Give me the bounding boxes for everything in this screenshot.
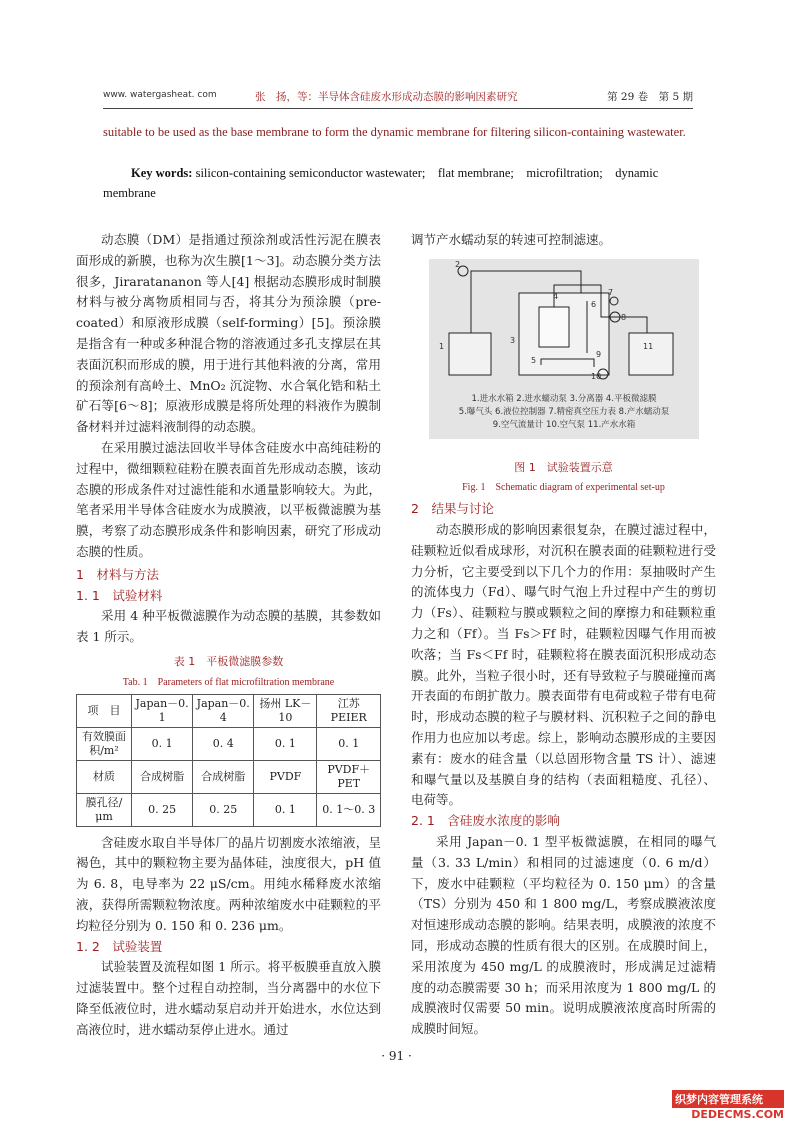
- figure-label: 2: [455, 259, 461, 269]
- figure-label: 1: [439, 341, 445, 351]
- left-column: [76, 230, 381, 1041]
- table-cell: 0. 25: [132, 793, 193, 826]
- header-rule: [103, 108, 693, 109]
- intro-paragraph-2: 在采用膜过滤法回收半导体含硅废水中高纯硅粉的过程中，微细颗粒硅粉在膜表面首先形成动态膜，该动态膜的形成条件对过滤性能和水通量影响较大。为此，笔者采用半导体含硅废水为成膜液，以平板微滤膜为基膜，考察了动态膜形成条件和影响因素，研究了形成动态膜的性质。: [76, 439, 381, 559]
- apparatus-schematic: [411, 251, 716, 451]
- watermark-line-2: DEDECMS.COM: [691, 1108, 784, 1121]
- table-1-caption-en: Tab. 1 Parameters of flat microfiltration membrane: [122, 676, 335, 688]
- table-header-cell: 扬州 LK－10: [254, 694, 317, 727]
- table-cell: 0. 1: [254, 727, 317, 760]
- table-cell: 0. 1: [132, 727, 193, 760]
- feed-tank: [449, 333, 491, 375]
- intro-paragraph-1: 动态膜（DM）是指通过预涂剂或活性污泥在膜表面形成的新膜，也称为次生膜[1～3]。动态膜分类方法很多，Jiraratananon 等人[4] 根据动态膜形成时制膜材料与被分离物质相同与否，将其分为预涂膜（pre-coated）和原液形成膜（self-forming）[5]。预涂膜是指含有一种或多种混合物的溶液通过多孔支撑层在其表面沉积而形成的膜，用于进行其他料液的分离，常用的预涂剂有高岭土、MnO₂ 沉淀物、水合氧化锆和粘土矿石等[6～8]；原液形成膜是将所处理的料液作为膜制备材料并过滤料液制得的动态膜。: [76, 232, 381, 435]
- table-cell: 合成树脂: [193, 760, 254, 793]
- section-1-2-heading: 1. 2 试验装置: [76, 938, 163, 954]
- figure-label: 6: [591, 299, 597, 309]
- wastewater-paragraph: 含硅废水取自半导体厂的晶片切割废水浓缩液，呈褐色，其中的颗粒物主要为晶体硅，浊度很大，pH 值为 6. 8，电导率为 22 μS/cm。用纯水稀释废水浓缩液，获得所需颗粒物浓度。两种浓缩废水中硅颗粒的平均粒径分别为 0. 150 和 0. 236 μm。: [76, 834, 381, 933]
- watermark-logo: [672, 1090, 784, 1121]
- figure-label: 11: [643, 341, 654, 351]
- section-2-1-heading: 2. 1 含硅废水浓度的影响: [411, 813, 560, 829]
- table-cell: 材质: [77, 760, 132, 793]
- volume-issue: 第 29 卷 第 5 期: [607, 91, 693, 103]
- watermark-line-1: 织梦内容管理系统: [672, 1090, 784, 1108]
- abstract-tail: suitable to be used as the base membrane to form the dynamic membrane for filtering silicon-containing wastewater.: [103, 125, 686, 139]
- continuation-line: 调节产水蠕动泵的转速可控制滤速。: [411, 232, 612, 247]
- results-paragraph-1: 动态膜形成的影响因素很复杂，在膜过滤过程中，硅颗粒近似看成球形，对沉积在膜表面的硅颗粒进行受力分析，它主要受到以下几个力的作用：泵抽吸时产生的流体曳力（Fd）、曝气时气泡上升过程中产生的剪切力（Fs）、硅颗粒与膜或颗粒之间的摩擦力和硅颗粒重力之和（Ff）。当 Fs＞Ff 时，硅颗粒因曝气作用而被吹落；当 Fs＜Ff 时，硅颗粒将在膜表面沉积形成动态膜。此外，当粒子很小时，还有导致粒子与膜碰撞而离开表面的布朗扩散力。膜表面带有电荷或粒子带有电荷时，形成动态膜的粒子与膜材料、沉积粒子之间的静电作用力也应加以考虑。综上，影响动态膜形成的主要因素有：废水的硅含量（以总固形物含量 TS 计）、滤速和曝气量以及基膜自身的结构（表面粗糙度、孔径）、电荷等。: [411, 521, 716, 808]
- section-1-1-heading: 1. 1 试验材料: [76, 587, 163, 603]
- apparatus-paragraph: 试验装置及流程如图 1 所示。将平板膜垂直放入膜过滤装置中。整个过程自动控制，当分离器中的水位下降至低液位时，进水蠕动泵启动并开始进水，水位达到高液位时，进水蠕动泵停止进水。通过: [76, 959, 381, 1037]
- flat-membrane: [539, 307, 569, 347]
- keywords-label: Key words:: [131, 166, 193, 180]
- table-header-row: [77, 694, 381, 727]
- results-paragraph-2: 采用 Japan－0. 1 型平板微滤膜，在相同的曝气量（3. 33 L/min）和相同的过滤速度（0. 6 m/d）下，废水中硅颗粒（平均粒径为 0. 150 μm）的含量（TS）分别为 450 和 1 800 mg/L，考察成膜液浓度对恒速形成动态膜的影响。结果表明，成膜液的浓度不同，形成动态膜的性质有很大的区别。在成膜时间上，采用浓度为 450 mg/L 的成膜液时，形成满足过滤精度的动态膜需要 30 h；而采用浓度为 1 800 mg/L 的成膜液时仅需要 50 min。说明成膜液浓度高时所需的成膜时间短。: [411, 833, 716, 1037]
- table-cell: 0. 1～0. 3: [317, 793, 381, 826]
- figure-label: 3: [510, 335, 516, 345]
- table-cell: 膜孔径/μm: [77, 793, 132, 826]
- table-cell: 合成树脂: [132, 760, 193, 793]
- table-header-cell: 江苏 PEIER: [317, 694, 381, 727]
- product-tank: [629, 333, 673, 375]
- table-header-cell: Japan－0. 4: [193, 694, 254, 727]
- table-cell: 0. 1: [254, 793, 317, 826]
- running-header: [103, 88, 693, 106]
- figure-label: 5: [531, 355, 537, 365]
- keywords-text: silicon-containing semiconductor wastewater; flat membrane; microfiltration; dynamic membrane: [103, 166, 659, 200]
- figure-label: 7: [608, 287, 614, 297]
- figure-legend-line-1: 1.进水水箱 2.进水蠕动泵 3.分离器 4.平板微滤膜: [471, 393, 657, 404]
- table-header-cell: Japan－0. 1: [132, 694, 193, 727]
- table-cell: PVDF＋PET: [317, 760, 381, 793]
- membrane-parameters-table: [76, 694, 381, 827]
- table-row: [77, 727, 381, 760]
- table-cell: 0. 1: [317, 727, 381, 760]
- figure-legend-line-3: 9.空气流量计 10.空气泵 11.产水水箱: [492, 419, 636, 430]
- table-cell: 0. 4: [193, 727, 254, 760]
- figure-label: 8: [621, 312, 627, 322]
- table-1-caption-cn: 表 1 平板微滤膜参数: [173, 654, 284, 668]
- keywords: [103, 163, 693, 203]
- section-2-heading: 2 结果与讨论: [411, 501, 494, 517]
- right-column: [411, 230, 716, 1040]
- section-1-heading: 1 材料与方法: [76, 566, 159, 582]
- figure-1-caption-cn: 图 1 试验装置示意: [514, 460, 613, 474]
- table-cell: 0. 25: [193, 793, 254, 826]
- table-cell: 有效膜面积/m²: [77, 727, 132, 760]
- materials-paragraph: 采用 4 种平板微滤膜作为动态膜的基膜，其参数如表 1 所示。: [76, 608, 381, 645]
- figure-legend-line-2: 5.曝气头 6.液位控制器 7.精密真空压力表 8.产水蠕动泵: [458, 406, 670, 417]
- table-cell: PVDF: [254, 760, 317, 793]
- article-running-title: 张 扬，等：半导体含硅废水形成动态膜的影响因素研究: [255, 91, 518, 103]
- figure-label: 10: [591, 371, 602, 381]
- journal-url: www. watergasheat. com: [103, 90, 217, 100]
- table-row: [77, 793, 381, 826]
- table-row: [77, 760, 381, 793]
- figure-1-caption-en: Fig. 1 Schematic diagram of experimental set-up: [462, 482, 665, 494]
- page-number: · 91 ·: [381, 1049, 412, 1063]
- figure-label: 9: [596, 349, 602, 359]
- figure-label: 4: [553, 291, 559, 301]
- table-header-cell: 项 目: [77, 694, 132, 727]
